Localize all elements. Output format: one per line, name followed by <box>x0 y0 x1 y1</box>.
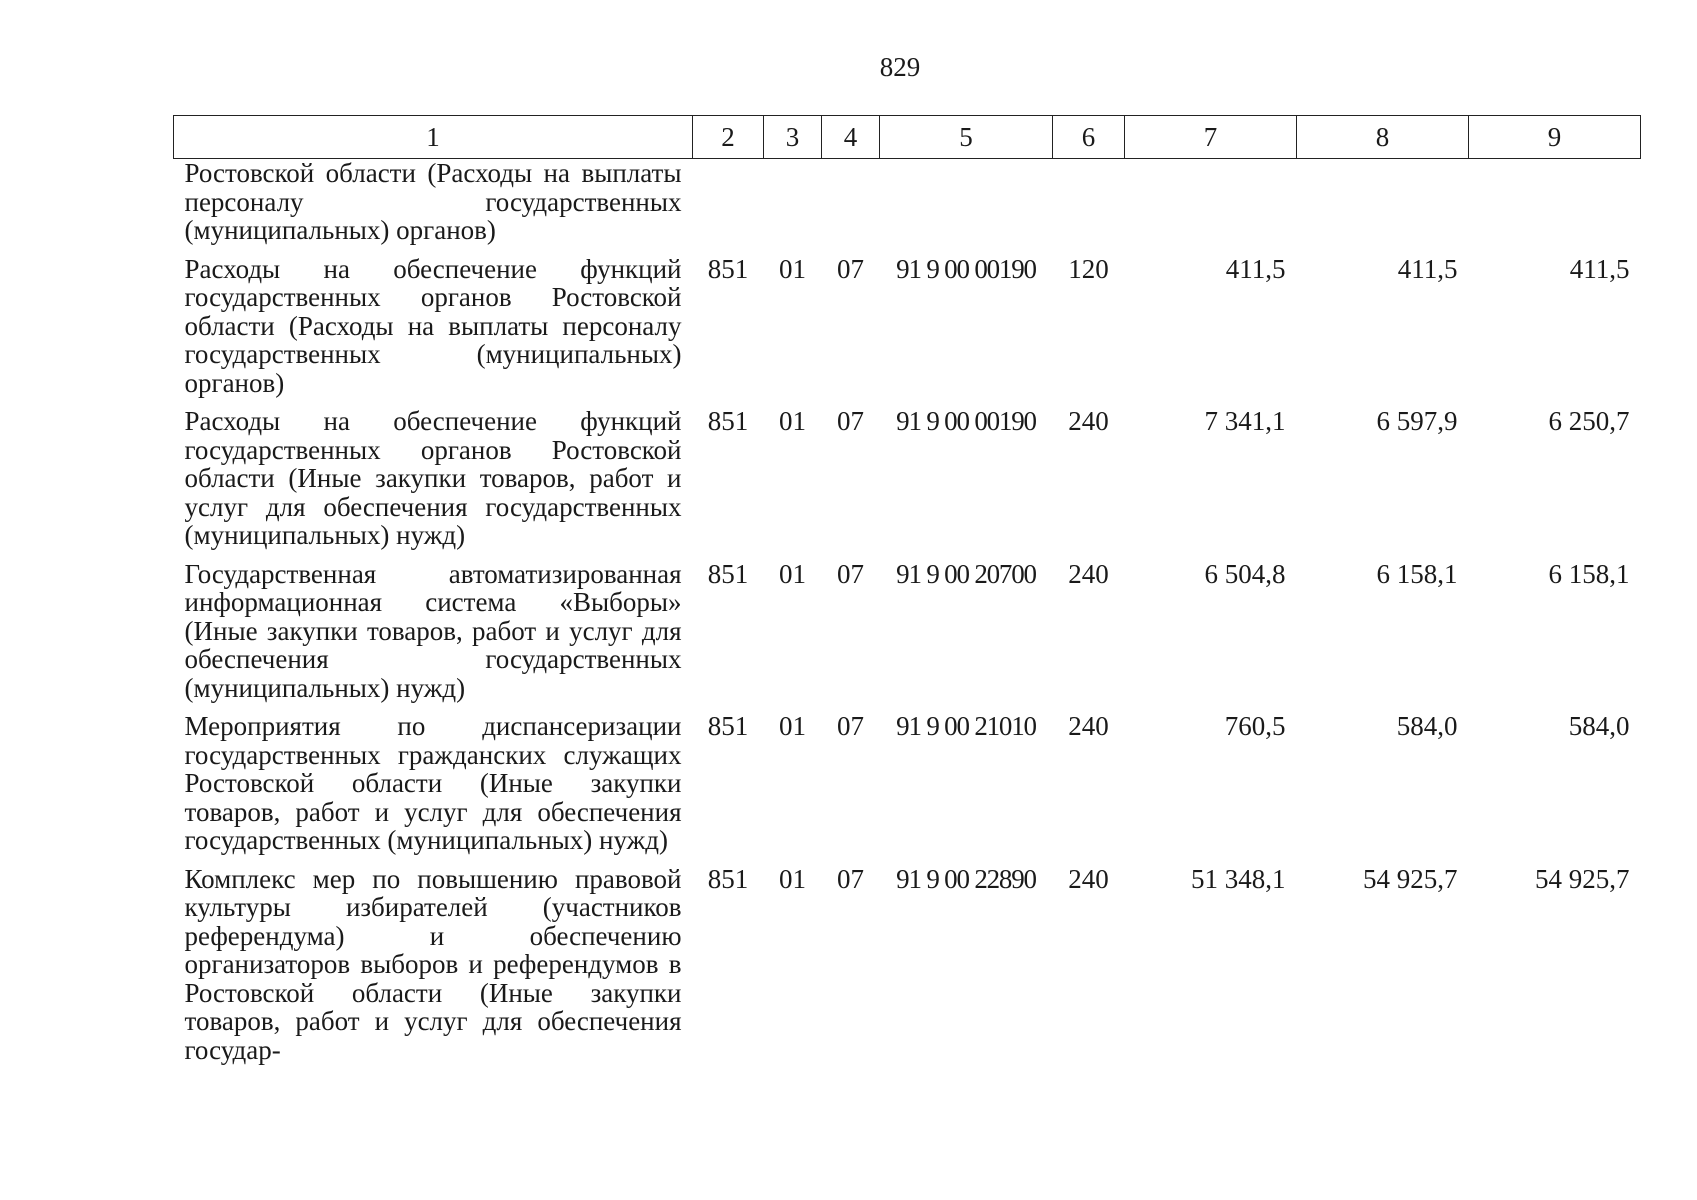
table-row <box>174 865 1641 1075</box>
column-header: 3 <box>764 116 822 159</box>
amount-year-3: 6 158,1 <box>1548 558 1630 589</box>
subsection-code: 07 <box>837 863 864 894</box>
subsection-code: 07 <box>837 406 864 436</box>
amount-year-2: 54 925,7 <box>1363 863 1458 894</box>
ministry-code <box>693 159 764 255</box>
row-description: Расходы на обеспечение функций государственных органов Ростовской области (Расходы на выплаты персоналу государственных (муниципальных) органов) <box>184 253 682 398</box>
amount-year-1 <box>1125 159 1297 255</box>
row-description: Расходы на обеспечение функций государственных органов Ростовской области (Иные закупки товаров, работ и услуг для обеспечения государственных (муниципальных) нужд) <box>184 406 682 550</box>
row-description: Мероприятия по диспансеризации государственных гражданских служащих Ростовской области (Иные закупки товаров, работ и услуг для обеспечения государственных (муниципальных) нужд) <box>184 711 682 855</box>
target-article-code: 91 9 00 21010 <box>896 711 1036 741</box>
column-header: 7 <box>1125 116 1297 159</box>
table-row <box>174 407 1641 560</box>
column-header: 5 <box>880 116 1053 159</box>
expense-type-code: 240 <box>1068 863 1109 894</box>
amount-year-2: 584,0 <box>1396 711 1458 741</box>
column-header: 9 <box>1469 116 1641 159</box>
subsection-code: 07 <box>837 711 864 741</box>
row-description: Комплекс мер по повышению правовой культуры избирателей (участников референдума) и обеспечению организаторов выборов и референдумов в Ростовской области (Иные закупки товаров, работ и услуг для обеспечения государ- <box>184 863 682 1065</box>
amount-year-1: 760,5 <box>1224 711 1286 741</box>
target-article-code: 91 9 00 20700 <box>896 558 1036 589</box>
amount-year-2: 411,5 <box>1397 253 1458 284</box>
amount-year-3: 6 250,7 <box>1548 406 1630 436</box>
column-header: 1 <box>174 116 693 159</box>
column-header: 4 <box>822 116 880 159</box>
amount-year-3: 584,0 <box>1568 711 1630 741</box>
section-code: 01 <box>779 558 806 589</box>
amount-year-1: 6 504,8 <box>1204 558 1286 589</box>
expense-type-code: 120 <box>1068 253 1109 284</box>
expense-type-code: 240 <box>1068 711 1109 741</box>
column-header: 6 <box>1053 116 1125 159</box>
page-number: 829 <box>879 52 921 82</box>
section-code: 01 <box>779 863 806 894</box>
subsection-code: 07 <box>837 253 864 284</box>
amount-year-3: 54 925,7 <box>1535 863 1630 894</box>
header-row <box>174 116 1641 159</box>
target-article-code: 91 9 00 00190 <box>896 253 1036 284</box>
amount-year-2: 6 597,9 <box>1376 406 1458 436</box>
ministry-code: 851 <box>707 558 749 589</box>
subsection-code <box>822 159 880 255</box>
table-row <box>174 159 1641 255</box>
target-article-code: 91 9 00 00190 <box>896 406 1036 436</box>
table-row <box>174 255 1641 408</box>
ministry-code: 851 <box>707 711 749 741</box>
amount-year-3: 411,5 <box>1569 253 1630 284</box>
expense-type-code <box>1053 159 1125 255</box>
target-article-code: 91 9 00 22890 <box>896 863 1036 894</box>
target-article-code <box>880 159 1053 255</box>
amount-year-1: 411,5 <box>1225 253 1286 284</box>
column-header: 8 <box>1297 116 1469 159</box>
section-code: 01 <box>779 711 806 741</box>
row-description: Государственная автоматизированная информационная система «Выборы» (Иные закупки товаров, работ и услуг для обеспечения государственных (муниципальных) нужд) <box>184 558 682 703</box>
amount-year-2 <box>1297 159 1469 255</box>
amount-year-1: 7 341,1 <box>1204 406 1286 436</box>
amount-year-2: 6 158,1 <box>1376 558 1458 589</box>
table-row <box>174 712 1641 865</box>
row-description: Ростовской области (Расходы на выплаты персоналу государственных (муниципальных) органов) <box>184 158 682 245</box>
amount-year-3 <box>1469 159 1641 255</box>
expense-type-code: 240 <box>1068 406 1109 436</box>
section-code <box>764 159 822 255</box>
ministry-code: 851 <box>707 253 749 284</box>
ministry-code: 851 <box>707 863 749 894</box>
ministry-code: 851 <box>707 406 749 436</box>
amount-year-1: 51 348,1 <box>1191 863 1286 894</box>
column-header: 2 <box>693 116 764 159</box>
table-row <box>174 560 1641 713</box>
expense-type-code: 240 <box>1068 558 1109 589</box>
subsection-code: 07 <box>837 558 864 589</box>
section-code: 01 <box>779 406 806 436</box>
section-code: 01 <box>779 253 806 284</box>
budget-table <box>173 115 1641 1074</box>
